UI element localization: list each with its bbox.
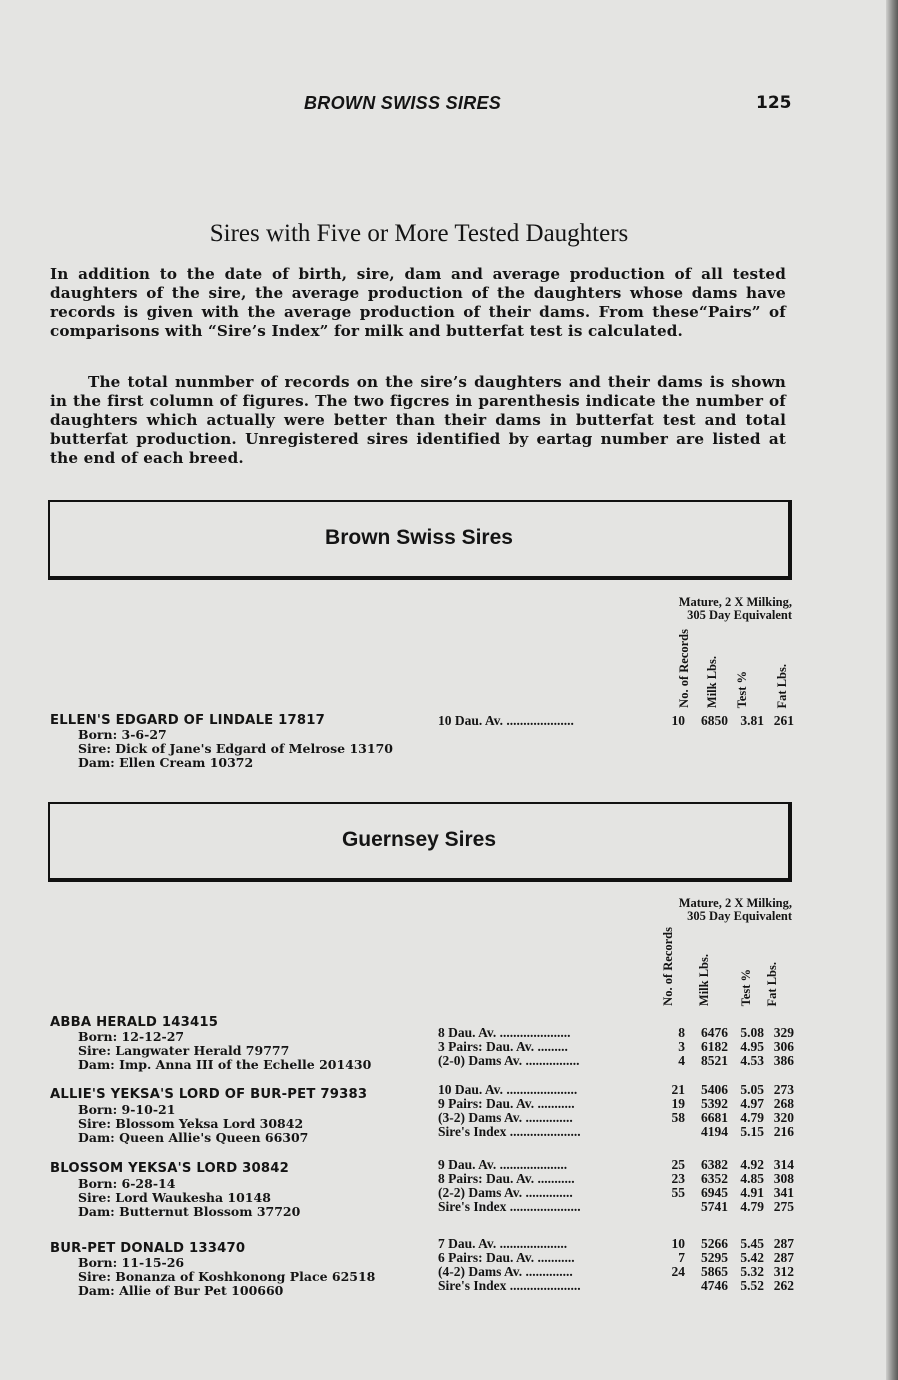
column-header-caption: [612, 897, 792, 923]
stat-test: 4.92: [740, 1157, 764, 1172]
brown-swiss-heading: Brown Swiss Sires: [325, 526, 513, 549]
sire-name: ABBA HERALD 143415: [50, 1015, 219, 1030]
stat-test: 4.97: [740, 1096, 764, 1111]
stat-label: 6 Pairs: Dau. Av. ...........: [438, 1250, 575, 1265]
running-head: [0, 93, 898, 113]
stat-fat: 287: [773, 1250, 794, 1265]
stat-row: [438, 1110, 800, 1124]
stat-row: [438, 1025, 800, 1039]
sire-born: Born: 9-10-21: [78, 1102, 176, 1117]
brown-swiss-heading-box: [48, 500, 792, 580]
col-records-label: No. of Records: [677, 629, 691, 708]
stat-milk: 4194: [701, 1124, 728, 1139]
stat-row: [438, 713, 800, 727]
stat-records: 10: [671, 713, 685, 728]
stat-label: 8 Pairs: Dau. Av. ...........: [438, 1171, 575, 1186]
stat-test: 4.85: [740, 1171, 764, 1186]
column-header-caption: [612, 596, 792, 622]
sire-dam: Dam: Ellen Cream 10372: [78, 755, 254, 770]
column-header-line2: 305 Day Equivalent: [687, 909, 792, 923]
stat-row: [438, 1039, 800, 1053]
stat-records: 8: [678, 1025, 685, 1040]
stat-milk: 5266: [701, 1236, 728, 1251]
guernsey-heading-box: [48, 802, 792, 882]
col-records-label: No. of Records: [661, 927, 675, 1006]
stat-label: 10 Dau. Av. .....................: [438, 1082, 578, 1097]
stat-records: 7: [678, 1250, 685, 1265]
stat-fat: 341: [773, 1185, 794, 1200]
stat-row: [438, 1053, 800, 1067]
stat-label: Sire's Index .....................: [438, 1124, 581, 1139]
stat-milk: 5865: [701, 1264, 728, 1279]
stat-fat: 329: [773, 1025, 794, 1040]
stat-row: [438, 1157, 800, 1171]
stat-fat: 386: [773, 1053, 794, 1068]
stat-row: [438, 1250, 800, 1264]
stat-label: (2-0) Dams Av. ................: [438, 1053, 580, 1068]
stat-test: 5.08: [740, 1025, 764, 1040]
stat-milk: 6945: [701, 1185, 728, 1200]
running-head-title: BROWN SWISS SIRES: [304, 93, 502, 113]
stat-fat: 320: [773, 1110, 794, 1125]
stat-label: 7 Dau. Av. ....................: [438, 1236, 568, 1251]
sire-born: Born: 12-12-27: [78, 1029, 185, 1044]
sire-sire: Sire: Lord Waukesha 10148: [78, 1190, 271, 1205]
stat-records: 21: [671, 1082, 685, 1097]
section-title: Sires with Five or More Tested Daughters: [209, 220, 629, 247]
stat-fat: 261: [773, 713, 794, 728]
page-edge-shadow: [886, 0, 898, 1380]
stat-label: 9 Dau. Av. ....................: [438, 1157, 568, 1172]
stat-label: 10 Dau. Av. ....................: [438, 713, 574, 728]
col-milk-label: Milk Lbs.: [697, 953, 711, 1006]
col-test-label: Test %: [739, 968, 753, 1006]
stat-milk: 6182: [701, 1039, 728, 1054]
stat-records: 3: [678, 1039, 685, 1054]
page-number: 125: [756, 93, 792, 113]
stat-test: 5.15: [740, 1124, 764, 1139]
stat-records: 23: [671, 1171, 685, 1186]
col-fat-label: Fat Lbs.: [775, 663, 789, 708]
stat-fat: 273: [773, 1082, 794, 1097]
stat-milk: 6352: [701, 1171, 728, 1186]
stat-row: [438, 1124, 800, 1138]
sire-name: BUR-PET DONALD 133470: [50, 1241, 246, 1256]
stat-label: Sire's Index .....................: [438, 1199, 581, 1214]
stat-milk: 6850: [701, 713, 728, 728]
stat-row: [438, 1171, 800, 1185]
col-fat-label: Fat Lbs.: [765, 961, 779, 1006]
stat-fat: 306: [773, 1039, 794, 1054]
sire-sire: Sire: Blossom Yeksa Lord 30842: [78, 1116, 304, 1131]
stat-row: [438, 1264, 800, 1278]
stat-row: [438, 1236, 800, 1250]
stat-label: Sire's Index .....................: [438, 1278, 581, 1293]
stat-fat: 262: [773, 1278, 794, 1293]
sire-dam: Dam: Butternut Blossom 37720: [78, 1204, 301, 1219]
stat-test: 4.79: [740, 1199, 764, 1214]
stat-milk: 8521: [701, 1053, 728, 1068]
stat-row: [438, 1199, 800, 1213]
stat-test: 4.53: [740, 1053, 764, 1068]
stat-label: 8 Dau. Av. .....................: [438, 1025, 571, 1040]
intro-paragraph-2: The total nunmber of records on the sire’s daughters and their dams is shown in the first column of figures. The two figcres in parenthesis indicate the number of daughters which actually were better than their dams in butterfat test and total butterfat production. Unregistered sires identified by eartag number are listed at the end of each breed.: [50, 373, 786, 467]
stat-milk: 4746: [701, 1278, 728, 1293]
stat-fat: 308: [773, 1171, 794, 1186]
stat-test: 5.52: [740, 1278, 764, 1293]
stat-test: 5.05: [740, 1082, 764, 1097]
stat-fat: 287: [773, 1236, 794, 1251]
stat-records: 19: [671, 1096, 685, 1111]
stat-records: 10: [671, 1236, 685, 1251]
sire-born: Born: 11-15-26: [78, 1255, 185, 1270]
stat-fat: 268: [773, 1096, 794, 1111]
sire-dam: Dam: Queen Allie's Queen 66307: [78, 1130, 309, 1145]
column-header-line1: Mature, 2 X Milking,: [678, 595, 792, 609]
intro-paragraph-1: In addition to the date of birth, sire, dam and average production of all tested daughters of the sire, the average production of the daughters whose dams have records is given with the average production of their dams. From these“Pairs” of comparisons with “Sire’s Index” for milk and butterfat test is calculated.: [50, 265, 786, 340]
sire-sire: Sire: Langwater Herald 79777: [78, 1043, 290, 1058]
sire-born: Born: 3-6-27: [78, 727, 167, 742]
stat-records: 25: [671, 1157, 685, 1172]
stat-milk: 5406: [701, 1082, 728, 1097]
stat-fat: 216: [773, 1124, 794, 1139]
column-labels: [636, 629, 796, 708]
stat-milk: 5295: [701, 1250, 728, 1265]
stat-records: 4: [678, 1053, 685, 1068]
stat-milk: 6476: [701, 1025, 728, 1040]
stat-milk: 5392: [701, 1096, 728, 1111]
stat-records: 55: [671, 1185, 685, 1200]
stat-fat: 312: [773, 1264, 794, 1279]
stat-row: [438, 1278, 800, 1292]
guernsey-heading: Guernsey Sires: [341, 828, 497, 851]
stat-records: 58: [671, 1110, 685, 1125]
stat-label: (3-2) Dams Av. ..............: [438, 1110, 573, 1125]
sire-name: ELLEN'S EDGARD OF LINDALE 17817: [50, 713, 326, 728]
stat-row: [438, 1082, 800, 1096]
column-header-line2: 305 Day Equivalent: [687, 608, 792, 622]
column-header-line1: Mature, 2 X Milking,: [678, 896, 792, 910]
stat-test: 5.32: [740, 1264, 764, 1279]
stat-row: [438, 1096, 800, 1110]
column-labels: [636, 927, 796, 1006]
col-milk-label: Milk Lbs.: [705, 655, 719, 708]
stat-label: (4-2) Dams Av. ..............: [438, 1264, 573, 1279]
sire-name: ALLIE'S YEKSA'S LORD OF BUR-PET 79383: [50, 1087, 368, 1102]
stat-test: 4.95: [740, 1039, 764, 1054]
stat-test: 3.81: [740, 713, 764, 728]
sire-dam: Dam: Allie of Bur Pet 100660: [78, 1283, 284, 1298]
stat-label: 9 Pairs: Dau. Av. ...........: [438, 1096, 575, 1111]
sire-name: BLOSSOM YEKSA'S LORD 30842: [50, 1161, 290, 1176]
stat-milk: 5741: [701, 1199, 728, 1214]
col-test-label: Test %: [735, 670, 749, 708]
stat-test: 5.45: [740, 1236, 764, 1251]
stat-fat: 275: [773, 1199, 794, 1214]
stat-test: 4.79: [740, 1110, 764, 1125]
stat-milk: 6681: [701, 1110, 728, 1125]
sire-dam: Dam: Imp. Anna III of the Echelle 201430: [78, 1057, 372, 1072]
stat-test: 5.42: [740, 1250, 764, 1265]
stat-milk: 6382: [701, 1157, 728, 1172]
sire-sire: Sire: Bonanza of Koshkonong Place 62518: [78, 1269, 376, 1284]
stat-test: 4.91: [740, 1185, 764, 1200]
sire-sire: Sire: Dick of Jane's Edgard of Melrose 13170: [78, 741, 393, 756]
stat-fat: 314: [773, 1157, 794, 1172]
stat-row: [438, 1185, 800, 1199]
stat-records: 24: [671, 1264, 685, 1279]
stat-label: 3 Pairs: Dau. Av. .........: [438, 1039, 568, 1054]
sire-born: Born: 6-28-14: [78, 1176, 176, 1191]
stat-label: (2-2) Dams Av. ..............: [438, 1185, 573, 1200]
